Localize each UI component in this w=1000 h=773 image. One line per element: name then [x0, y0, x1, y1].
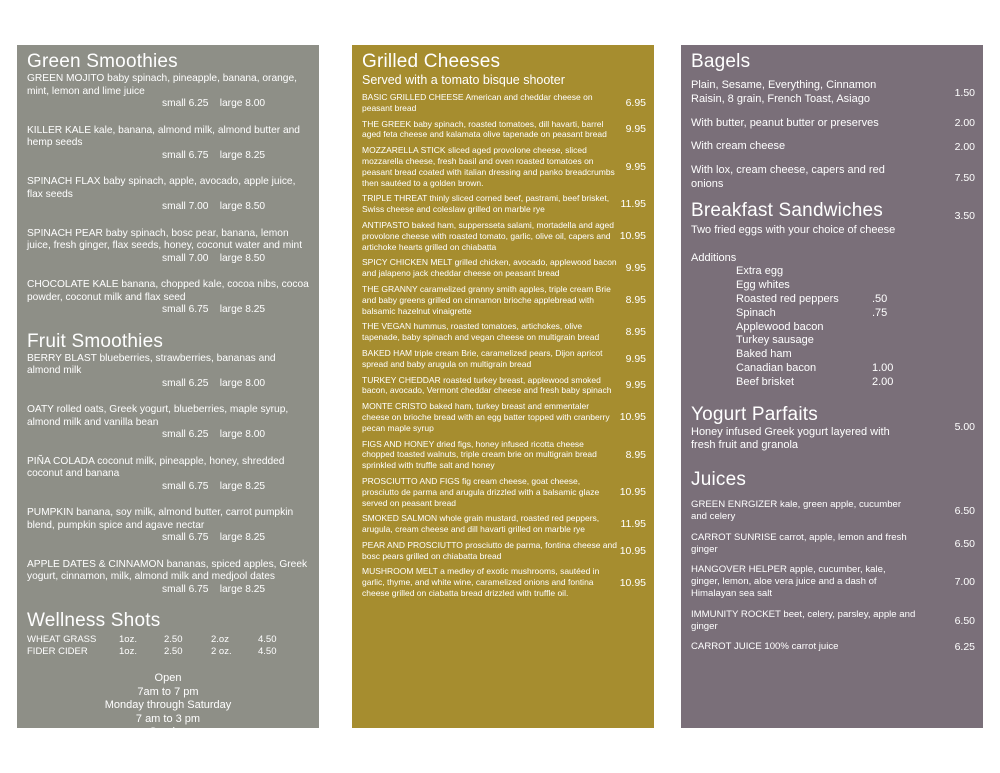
shot-cell: 1oz. [119, 634, 137, 645]
grilled-cheese-price: 8.95 [625, 326, 646, 339]
wellness-shots-table [27, 634, 309, 658]
juice-item [691, 609, 975, 633]
bagel-desc: With lox, cream cheese, capers and red onions [691, 164, 885, 190]
bagel-price: 2.00 [954, 117, 975, 130]
juice-price: 6.50 [954, 537, 975, 550]
addition-price [872, 265, 912, 279]
wellness-shots-heading: Wellness Shots [27, 610, 161, 631]
smoothie-item [27, 404, 309, 442]
grilled-cheese-price: 8.95 [625, 448, 646, 461]
smoothie-item [27, 125, 309, 163]
bagel-price: 1.50 [954, 86, 975, 99]
addition-name: Beef brisket [736, 375, 795, 388]
smoothie-item [27, 176, 309, 214]
smoothie-desc: PIÑA COLADA coconut milk, pineapple, honey, shredded coconut and banana [27, 455, 285, 479]
grilled-cheese-price: 9.95 [625, 379, 646, 392]
shot-row [27, 634, 309, 646]
grilled-cheese-desc: MUSHROOM MELT a medley of exotic mushrooms, sautéed in garlic, thyme, and white wine, caramelized onions and fontina cheese grilled on ciabatta bread drizzled with truffle oil. [362, 566, 600, 599]
grilled-cheese-price: 10.95 [619, 544, 646, 557]
hours-line: 7 am to 3 pm [135, 712, 201, 725]
bagel-desc: With cream cheese [691, 140, 786, 153]
grilled-cheese-desc: TRIPLE THREAT thinly sliced corned beef, pastrami, beef brisket, Swiss cheese and coleslaw grilled on marble rye [362, 193, 610, 215]
grilled-cheese-desc: FIGS AND HONEY dried figs, honey infused ricotta cheese chopped toasted walnuts, triple cream brie on multigrain bread sprinkled with truffle salt and honey [362, 438, 597, 471]
juice-desc: CARROT SUNRISE carrot, apple, lemon and fresh ginger [691, 531, 907, 555]
shot-cell: 1oz. [119, 646, 137, 657]
yogurt-parfait-item [691, 421, 975, 454]
grilled-cheese-price: 11.95 [620, 518, 646, 531]
breakfast-sandwiches-row [691, 200, 975, 222]
bagel-item [691, 79, 975, 107]
addition-price [872, 334, 912, 348]
grilled-cheese-item [362, 401, 646, 433]
hours-line: Open [154, 672, 182, 684]
shot-cell: 2.50 [164, 634, 183, 645]
hours-line: Sunday [149, 726, 187, 738]
grilled-cheese-item [362, 193, 646, 215]
breakfast-sandwich-price: 3.50 [954, 209, 975, 222]
smoothie-sizes: small 7.00 large 8.50 [162, 252, 266, 264]
grilled-cheese-price: 10.95 [619, 411, 646, 424]
shot-cell: 2.50 [164, 646, 183, 657]
yogurt-parfait-desc: Honey infused Greek yogurt layered with fresh fruit and granola [691, 425, 890, 452]
smoothie-item [27, 73, 309, 111]
grilled-cheese-item [362, 375, 646, 397]
yogurt-parfaits-heading: Yogurt Parfaits [691, 403, 818, 425]
grilled-cheese-price: 9.95 [625, 262, 646, 275]
addition-price: 1.00 [872, 361, 894, 374]
addition-name: Spinach [736, 306, 776, 319]
grilled-cheese-item [362, 145, 646, 188]
grilled-cheese-item [362, 566, 646, 598]
smoothie-sizes: small 6.75 large 8.25 [162, 480, 266, 492]
smoothie-sizes: small 6.75 large 8.25 [162, 583, 266, 595]
grilled-cheese-price: 8.95 [625, 294, 646, 307]
grilled-cheese-price: 9.95 [625, 123, 646, 136]
smoothie-desc: GREEN MOJITO baby spinach, pineapple, banana, orange, mint, lemon and lime juice [27, 73, 297, 97]
juices-heading: Juices [691, 469, 747, 491]
grilled-cheese-price: 10.95 [619, 486, 646, 499]
grilled-cheese-item [362, 257, 646, 279]
addition-name: Baked ham [736, 348, 792, 361]
grilled-cheese-desc: BASIC GRILLED CHEESE American and cheddar cheese on peasant bread [362, 92, 593, 113]
grilled-cheese-desc: SPICY CHICKEN MELT grilled chicken, avocado, applewood bacon and jalapeno jack cheddar cheese on peasant bread [362, 257, 617, 279]
smoothie-desc: PUMPKIN banana, soy milk, almond butter, carrot pumpkin blend, pumpkin spice and agave nectar [27, 507, 294, 531]
juice-price: 7.00 [954, 576, 975, 589]
additions-label: Additions [691, 251, 737, 264]
juice-item [691, 564, 975, 601]
grilled-cheese-desc: ANTIPASTO baked ham, suppersseta salami, mortadella and aged provolone cheese with roasted tomato, garlic, olive oil, capers and artichoke hearts grilled on chiabatta [362, 219, 614, 252]
addition-item [736, 279, 975, 293]
bagel-price: 7.50 [954, 171, 975, 184]
grilled-cheese-desc: MONTE CRISTO baked ham, turkey breast and emmentaler cheese on brioche bread with an egg batter topped with cranberry pecan maple syrup [362, 401, 610, 433]
smoothies-panel [17, 45, 319, 738]
juice-price: 6.25 [954, 641, 975, 654]
smoothie-desc: SPINACH FLAX baby spinach, apple, avocado, apple juice, flax seeds [27, 176, 296, 200]
addition-name: Turkey sausage [736, 334, 814, 347]
bagel-item [691, 164, 975, 192]
addition-item [736, 265, 975, 279]
smoothie-desc: SPINACH PEAR baby spinach, bosc pear, banana, lemon juice, fresh ginger, flax seeds, honey, coconut water and mint [27, 227, 303, 251]
addition-name: Canadian bacon [736, 361, 817, 374]
grilled-cheese-desc: MOZZARELLA STICK sliced aged provolone cheese, sliced mozzarella cheese, fresh basil and oven roasted tomatoes on peasant bread coated with italian dressing and panko breadcrumbs then sautéed to a golden brown. [362, 145, 615, 188]
grilled-cheese-desc: SMOKED SALMON whole grain mustard, roasted red peppers, arugula, cream cheese and dill havarti grilled on marble rye [362, 513, 600, 535]
smoothie-item [27, 279, 309, 317]
smoothie-item [27, 456, 309, 494]
grilled-cheeses-subtitle: Served with a tomato bisque shooter [362, 73, 565, 87]
grilled-cheese-item [362, 321, 646, 343]
bagel-item [691, 140, 975, 154]
bagel-desc: Plain, Sesame, Everything, Cinnamon Raisin, 8 grain, French Toast, Asiago [691, 79, 877, 105]
addition-price [872, 348, 912, 362]
shot-cell: FIDER CIDER [27, 646, 88, 657]
grilled-cheese-price: 10.95 [619, 576, 646, 589]
green-smoothies-heading: Green Smoothies [27, 51, 178, 72]
grilled-cheese-item [362, 119, 646, 141]
fruit-smoothies-list [27, 353, 309, 597]
juice-price: 6.50 [954, 505, 975, 518]
grilled-cheese-desc: BAKED HAM triple cream Brie, caramelized pears, Dijon apricot spread and baby arugula on multigrain bread [362, 347, 603, 369]
smoothie-sizes: small 6.75 large 8.25 [162, 149, 266, 161]
smoothie-sizes: small 6.25 large 8.00 [162, 377, 266, 389]
fruit-smoothies-heading: Fruit Smoothies [27, 330, 164, 352]
juice-desc: CARROT JUICE 100% carrot juice [691, 640, 839, 652]
smoothie-sizes: small 6.75 large 8.25 [162, 304, 266, 315]
shot-cell: 4.50 [258, 646, 277, 657]
grilled-cheese-desc: PROSCIUTTO AND FIGS fig cream cheese, goat cheese, prosciutto de parma and arugula drizzled with a balsamic glaze served on peasant bread [362, 475, 600, 508]
juice-item [691, 641, 975, 653]
grilled-cheese-item [362, 513, 646, 535]
grilled-cheeses-panel [352, 45, 654, 728]
shot-cell: 2 oz. [211, 646, 232, 657]
addition-price [872, 321, 912, 335]
bagel-price: 2.00 [954, 141, 975, 154]
addition-price [872, 279, 912, 293]
smoothie-desc: KILLER KALE kale, banana, almond milk, almond butter and hemp seeds [27, 124, 300, 148]
addition-item [736, 362, 975, 376]
addition-item [736, 334, 975, 348]
additions-list [691, 265, 975, 389]
juice-desc: IMMUNITY ROCKET beet, celery, parsley, apple and ginger [691, 608, 916, 632]
smoothie-desc: BERRY BLAST blueberries, strawberries, bananas and almond milk [27, 352, 276, 376]
bagels-list [691, 79, 975, 192]
grilled-cheese-desc: TURKEY CHEDDAR roasted turkey breast, applewood smoked bacon, avocado, Vermont cheddar cheese and fresh baby spinach [362, 374, 612, 396]
hours-block [27, 672, 309, 740]
smoothie-desc: CHOCOLATE KALE banana, chopped kale, cocoa nibs, cocoa powder, coconut milk and flax seed [27, 279, 309, 303]
smoothie-desc: APPLE DATES & CINNAMON bananas, spiced apples, Greek yogurt, cinnamon, milk, almond milk and medjool dates [27, 558, 308, 582]
grilled-cheeses-list [362, 92, 646, 599]
smoothie-sizes: small 6.25 large 8.00 [162, 429, 266, 440]
addition-price: .50 [872, 292, 888, 305]
grilled-cheese-desc: THE GREEK baby spinach, roasted tomatoes, dill havarti, barrel aged feta cheese and kalamata olive tapenade on peasant bread [362, 118, 607, 140]
smoothie-sizes: small 7.00 large 8.50 [162, 201, 266, 212]
juices-list [691, 499, 975, 653]
shot-cell: 2.oz [211, 634, 229, 645]
grilled-cheese-item [362, 348, 646, 370]
grilled-cheese-item [362, 476, 646, 508]
juice-price: 6.50 [954, 614, 975, 627]
addition-item [736, 307, 975, 321]
smoothie-item [27, 559, 309, 597]
grilled-cheese-price: 9.95 [625, 352, 646, 365]
shot-row [27, 646, 309, 658]
addition-item [736, 321, 975, 335]
grilled-cheese-price: 9.95 [625, 160, 646, 173]
smoothie-item [27, 353, 309, 391]
addition-name: Egg whites [736, 279, 790, 292]
smoothie-item [27, 228, 309, 266]
breakfast-sandwiches-heading: Breakfast Sandwiches [691, 199, 883, 221]
bagel-item [691, 117, 975, 131]
addition-item [736, 348, 975, 362]
juice-desc: HANGOVER HELPER apple, cucumber, kale, ginger, lemon, aloe vera juice and a dash of Himalayan sea salt [691, 563, 886, 600]
shot-cell: WHEAT GRASS [27, 634, 97, 645]
grilled-cheese-price: 10.95 [619, 230, 646, 243]
grilled-cheese-price: 11.95 [620, 198, 646, 211]
grilled-cheese-item [362, 284, 646, 316]
juice-item [691, 532, 975, 556]
addition-name: Roasted red peppers [736, 292, 839, 305]
green-smoothies-list [27, 73, 309, 317]
smoothie-sizes: small 6.25 large 8.00 [162, 98, 266, 109]
grilled-cheese-desc: THE GRANNY caramelized granny smith apples, triple cream Brie and baby greens grilled on cinnamon brioche applebread with balsamic hazelnut vinaigrette [362, 283, 611, 316]
hours-line: 7am to 7 pm [137, 685, 199, 698]
grilled-cheese-desc: THE VEGAN hummus, roasted tomatoes, artichokes, olive tapenade, baby spinach and vegan cheese on multigrain bread [362, 321, 600, 343]
smoothie-desc: OATY rolled oats, Greek yogurt, blueberries, maple syrup, almond milk and vanilla bean [27, 404, 289, 428]
hours-line: Monday through Saturday [104, 699, 232, 711]
addition-price: 2.00 [872, 375, 894, 388]
addition-item [736, 376, 975, 390]
grilled-cheese-item [362, 92, 646, 114]
grilled-cheese-item [362, 220, 646, 252]
juice-desc: GREEN ENRGIZER kale, green apple, cucumber and celery [691, 499, 902, 523]
addition-name: Extra egg [736, 265, 784, 278]
grilled-cheese-item [362, 540, 646, 562]
breakfast-panel [681, 45, 983, 728]
addition-name: Applewood bacon [736, 320, 824, 333]
shot-cell: 4.50 [258, 634, 277, 645]
grilled-cheeses-heading: Grilled Cheeses [362, 51, 501, 72]
grilled-cheese-price: 6.95 [625, 96, 646, 109]
smoothie-item [27, 507, 309, 545]
grilled-cheese-desc: PEAR AND PROSCIUTTO prosciutto de parma, fontina cheese and bosc pears grilled on chiabatta bread [362, 539, 617, 561]
bagels-heading: Bagels [691, 51, 751, 72]
yogurt-parfait-price: 5.00 [954, 421, 975, 434]
juice-item [691, 499, 975, 523]
breakfast-sandwich-desc: Two fried eggs with your choice of cheese [691, 223, 896, 236]
addition-price: .75 [872, 306, 888, 319]
smoothie-sizes: small 6.75 large 8.25 [162, 532, 266, 543]
addition-item [736, 293, 975, 307]
grilled-cheese-item [362, 439, 646, 471]
bagel-desc: With butter, peanut butter or preserves [691, 116, 879, 129]
